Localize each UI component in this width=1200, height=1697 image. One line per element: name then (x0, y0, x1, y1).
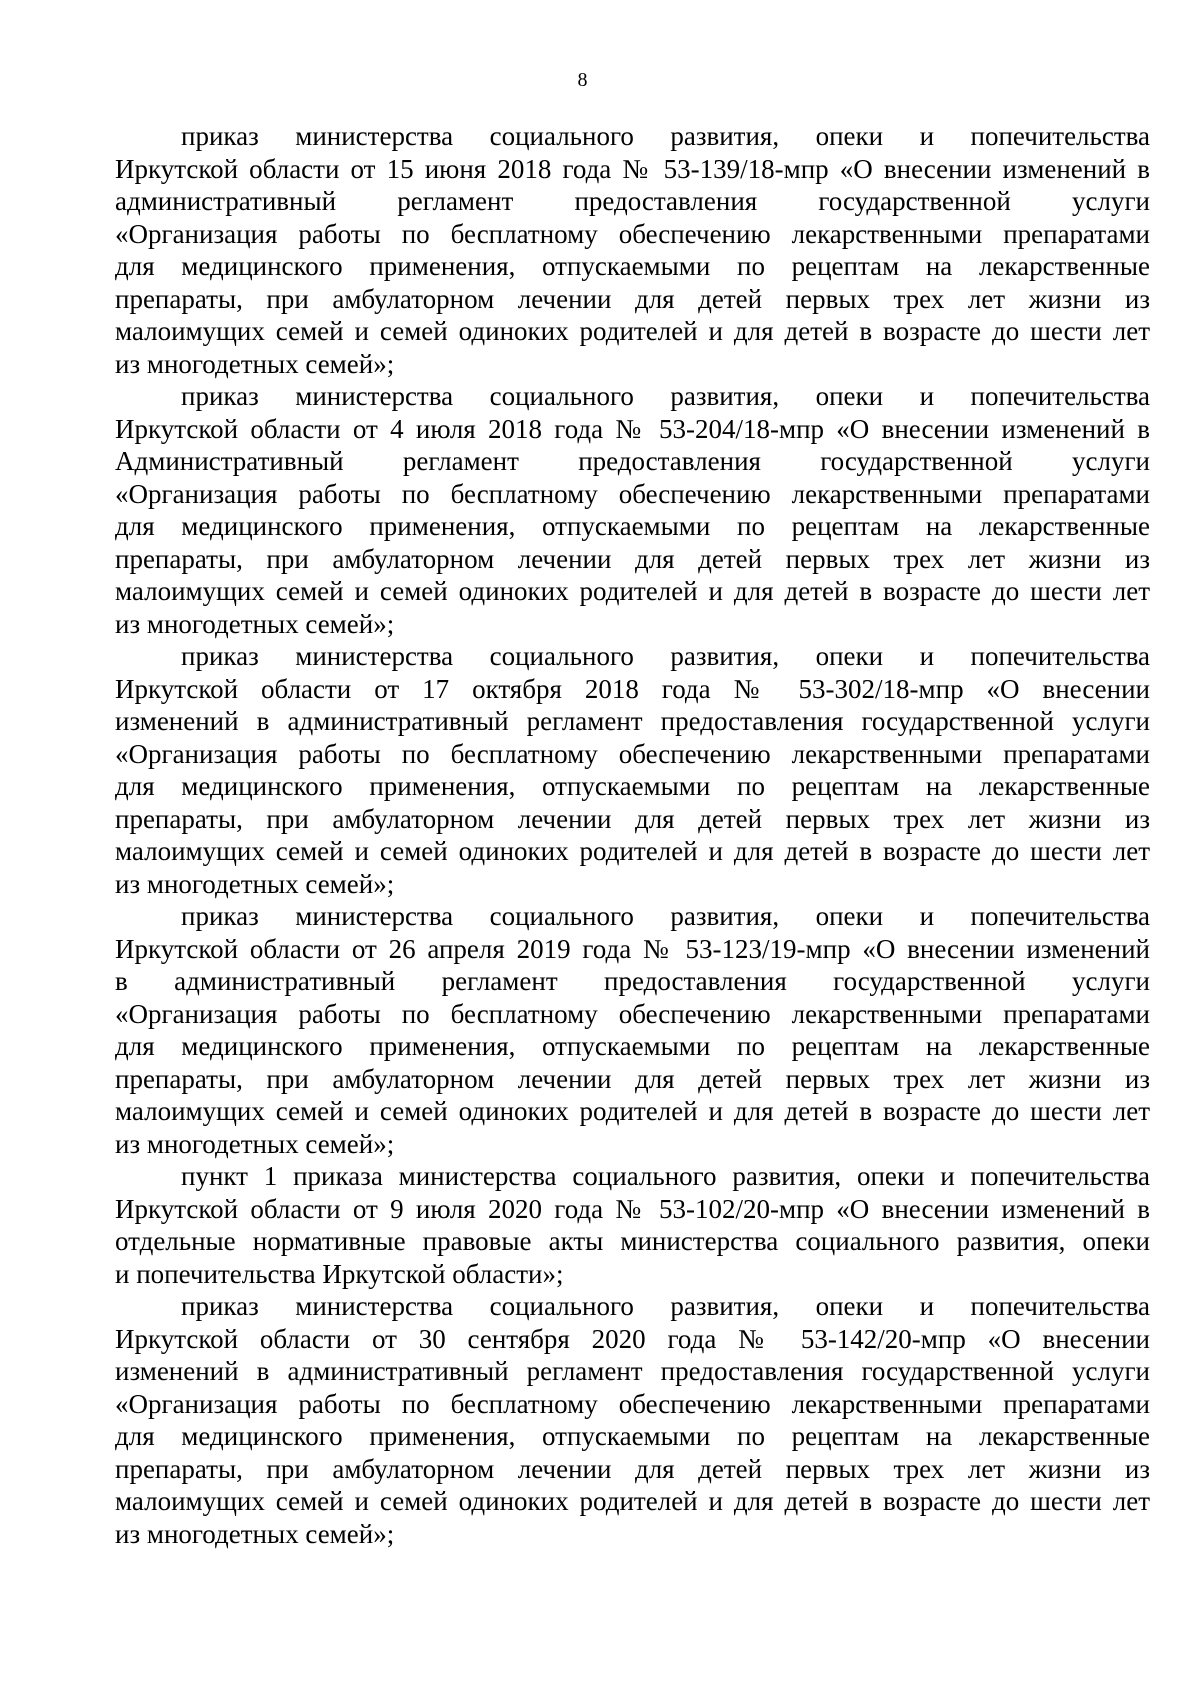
text-line: приказ министерства социального развития, опеки и попечительства (181, 901, 1150, 931)
paragraph (115, 1290, 1150, 1550)
text-line: Иркутской области от 26 апреля 2019 года № 53-123/19-мпр «О внесении изменений (115, 933, 1150, 964)
paragraph (115, 120, 1150, 380)
text-line: для медицинского применения, отпускаемыми по рецептам на лекарственные (115, 771, 1150, 801)
text-line: Административный регламент предоставления государственной услуги (115, 446, 1150, 476)
text-line: Иркутской области от 17 октября 2018 года № 53-302/18-мпр «О внесении (115, 673, 1150, 704)
text-line: для медицинского применения, отпускаемыми по рецептам на лекарственные (115, 1421, 1150, 1451)
text-line: препараты, при амбулаторном лечении для детей первых трех лет жизни из (115, 283, 1150, 314)
text-line: для медицинского применения, отпускаемыми по рецептам на лекарственные (115, 1031, 1150, 1061)
page-number: 8 (577, 69, 588, 91)
paragraph (115, 900, 1150, 1160)
text-line: «Организация работы по бесплатному обеспечению лекарственными препаратами (115, 738, 1150, 769)
text-line: «Организация работы по бесплатному обеспечению лекарственными препаратами (115, 1388, 1150, 1419)
text-line: приказ министерства социального развития, опеки и попечительства (181, 641, 1150, 671)
text-line: из многодетных семей»; (115, 608, 395, 639)
text-line: изменений в административный регламент предоставления государственной услуги (115, 1356, 1150, 1386)
text-line: из многодетных семей»; (115, 348, 395, 379)
text-line: и попечительства Иркутской области»; (115, 1258, 564, 1289)
text-line: административный регламент предоставления государственной услуги (115, 186, 1150, 216)
text-line: «Организация работы по бесплатному обеспечению лекарственными препаратами (115, 998, 1150, 1029)
document-body (115, 120, 1150, 1550)
text-line: препараты, при амбулаторном лечении для детей первых трех лет жизни из (115, 1063, 1150, 1094)
text-line: «Организация работы по бесплатному обеспечению лекарственными препаратами (115, 478, 1150, 509)
paragraph (115, 380, 1150, 640)
text-line: пункт 1 приказа министерства социального развития, опеки и попечительства (181, 1161, 1150, 1191)
text-line: приказ министерства социального развития, опеки и попечительства (181, 381, 1150, 411)
text-line: приказ министерства социального развития, опеки и попечительства (181, 1291, 1150, 1321)
text-line: из многодетных семей»; (115, 868, 395, 899)
text-line: препараты, при амбулаторном лечении для детей первых трех лет жизни из (115, 543, 1150, 574)
text-line: приказ министерства социального развития, опеки и попечительства (181, 121, 1150, 151)
text-line: препараты, при амбулаторном лечении для детей первых трех лет жизни из (115, 803, 1150, 834)
text-line: малоимущих семей и семей одиноких родителей и для детей в возрасте до шести лет (115, 316, 1150, 346)
text-line: Иркутской области от 9 июля 2020 года № 53-102/20-мпр «О внесении изменений в (115, 1193, 1150, 1224)
text-line: отдельные нормативные правовые акты министерства социального развития, опеки (115, 1226, 1150, 1256)
paragraph (115, 640, 1150, 900)
text-line: препараты, при амбулаторном лечении для детей первых трех лет жизни из (115, 1453, 1150, 1484)
text-line: «Организация работы по бесплатному обеспечению лекарственными препаратами (115, 218, 1150, 249)
text-line: из многодетных семей»; (115, 1128, 395, 1159)
paragraph (115, 1160, 1150, 1290)
text-line: малоимущих семей и семей одиноких родителей и для детей в возрасте до шести лет (115, 1486, 1150, 1516)
text-line: Иркутской области от 15 июня 2018 года № 53-139/18-мпр «О внесении изменений в (115, 153, 1150, 184)
text-line: изменений в административный регламент предоставления государственной услуги (115, 706, 1150, 736)
text-line: Иркутской области от 30 сентября 2020 года № 53-142/20-мпр «О внесении (115, 1323, 1150, 1354)
text-line: из многодетных семей»; (115, 1518, 395, 1549)
text-line: малоимущих семей и семей одиноких родителей и для детей в возрасте до шести лет (115, 576, 1150, 606)
text-line: для медицинского применения, отпускаемыми по рецептам на лекарственные (115, 511, 1150, 541)
text-line: в административный регламент предоставления государственной услуги (115, 966, 1150, 996)
text-line: малоимущих семей и семей одиноких родителей и для детей в возрасте до шести лет (115, 1096, 1150, 1126)
text-line: Иркутской области от 4 июля 2018 года № 53-204/18-мпр «О внесении изменений в (115, 413, 1150, 444)
text-line: для медицинского применения, отпускаемыми по рецептам на лекарственные (115, 251, 1150, 281)
text-line: малоимущих семей и семей одиноких родителей и для детей в возрасте до шести лет (115, 836, 1150, 866)
